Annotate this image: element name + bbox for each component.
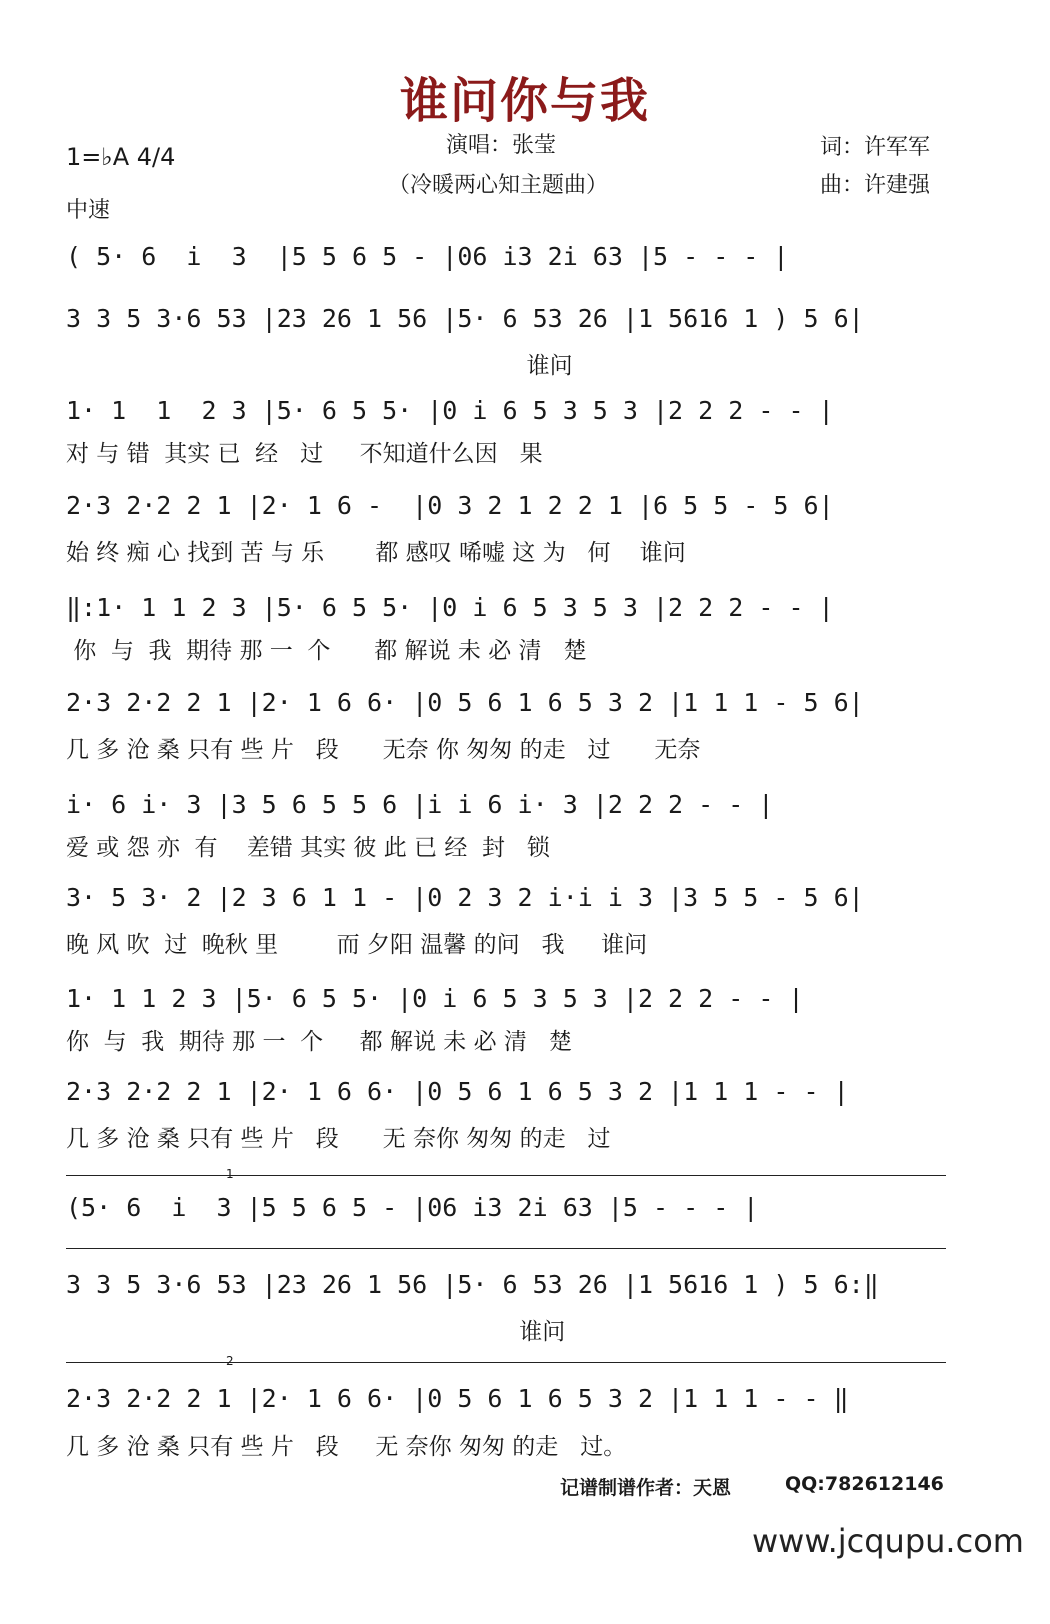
notes-row-6: 2·3 2·2 2 1 |2· 1 6 6· |0 5 6 1 6 5 3 2 |1 1 1 - 5 6| (66, 688, 864, 717)
lyrics-row-9: 你 与 我 期待 那 一 个 都 解说 未 必 清 楚 (66, 1029, 572, 1055)
lyrics-row-10: 几 多 沧 桑 只有 些 片 段 无 奈你 匆匆 的走 过 (66, 1126, 611, 1152)
volta-2-number: 2 (226, 1354, 234, 1368)
lyrics-row-13: 几 多 沧 桑 只有 些 片 段 无 奈你 匆匆 的走 过。 (66, 1434, 627, 1460)
subtitle: （冷暖两心知主题曲） (388, 173, 609, 198)
lyricist: 词：许军军 (820, 135, 931, 160)
notes-row-13: 2·3 2·2 2 1 |2· 1 6 6· |0 5 6 1 6 5 3 2 |1 1 1 - - ‖ (66, 1384, 849, 1413)
volta-2-bracket (66, 1362, 946, 1363)
lyrics-row-5: 你 与 我 期待 那 一 个 都 解说 未 必 清 楚 (66, 638, 587, 664)
notes-row-4: 2·3 2·2 2 1 |2· 1 6 - |0 3 2 1 2 2 1 |6 5 5 - 5 6| (66, 491, 834, 520)
lyrics-row-4: 始 终 痴 心 找到 苦 与 乐 都 感叹 唏嘘 这 为 何 谁问 (66, 540, 686, 566)
credit: 记谱制谱作者：天恩 (560, 1477, 732, 1499)
notes-row-9: 1· 1 1 2 3 |5· 6 5 5· |0 i 6 5 3 5 3 |2 2 2 - - | (66, 984, 804, 1013)
lyrics-row-7: 爱 或 怨 亦 有 差错 其实 彼 此 已 经 封 锁 (66, 835, 550, 861)
tempo: 中速 (66, 198, 111, 223)
notes-row-12: 3 3 5 3·6 53 |23 26 1 56 |5· 6 53 26 |1 5616 1 ) 5 6:‖ (66, 1270, 879, 1299)
lyrics-row-12: 谁问 (66, 1319, 566, 1345)
website-watermark: www.jcqupu.com (752, 1522, 1024, 1560)
lyrics-row-2: 谁问 (66, 353, 573, 379)
notes-row-11: (5· 6 i 3 |5 5 6 5 - |06 i3 2i 63 |5 - - - | (66, 1193, 759, 1222)
notes-row-10: 2·3 2·2 2 1 |2· 1 6 6· |0 5 6 1 6 5 3 2 |1 1 1 - - | (66, 1077, 849, 1106)
notes-row-2: 3 3 5 3·6 53 |23 26 1 56 |5· 6 53 26 |1 5616 1 ) 5 6| (66, 304, 864, 333)
lyrics-row-3: 对 与 错 其实 已 经 过 不知道什么因 果 (66, 441, 543, 467)
lyrics-row-8: 晚 风 吹 过 晚秋 里 而 夕阳 温馨 的问 我 谁问 (66, 932, 648, 958)
notes-row-1: ( 5· 6 i 3 |5 5 6 5 - |06 i3 2i 63 |5 - - - | (66, 242, 789, 271)
volta-1-number: 1 (226, 1167, 234, 1181)
composer: 曲：许建强 (820, 173, 931, 198)
qq-number: QQ:782612146 (785, 1473, 944, 1495)
volta-1-bracket (66, 1175, 946, 1176)
page-title: 谁问你与我 (399, 73, 650, 129)
notes-row-3: 1· 1 1 2 3 |5· 6 5 5· |0 i 6 5 3 5 3 |2 2 2 - - | (66, 396, 834, 425)
volta-1-underline (66, 1248, 946, 1249)
notes-row-8: 3· 5 3· 2 |2 3 6 1 1 - |0 2 3 2 i·i i 3 |3 5 5 - 5 6| (66, 883, 864, 912)
notes-row-7: i· 6 i· 3 |3 5 6 5 5 6 |i i 6 i· 3 |2 2 2 - - | (66, 790, 774, 819)
notes-row-5: ‖:1· 1 1 2 3 |5· 6 5 5· |0 i 6 5 3 5 3 |2 2 2 - - | (66, 593, 834, 622)
key-signature: 1=♭A 4/4 (66, 143, 176, 171)
singer: 演唱：张莹 (446, 133, 557, 158)
lyrics-row-6: 几 多 沧 桑 只有 些 片 段 无奈 你 匆匆 的走 过 无奈 (66, 737, 701, 763)
